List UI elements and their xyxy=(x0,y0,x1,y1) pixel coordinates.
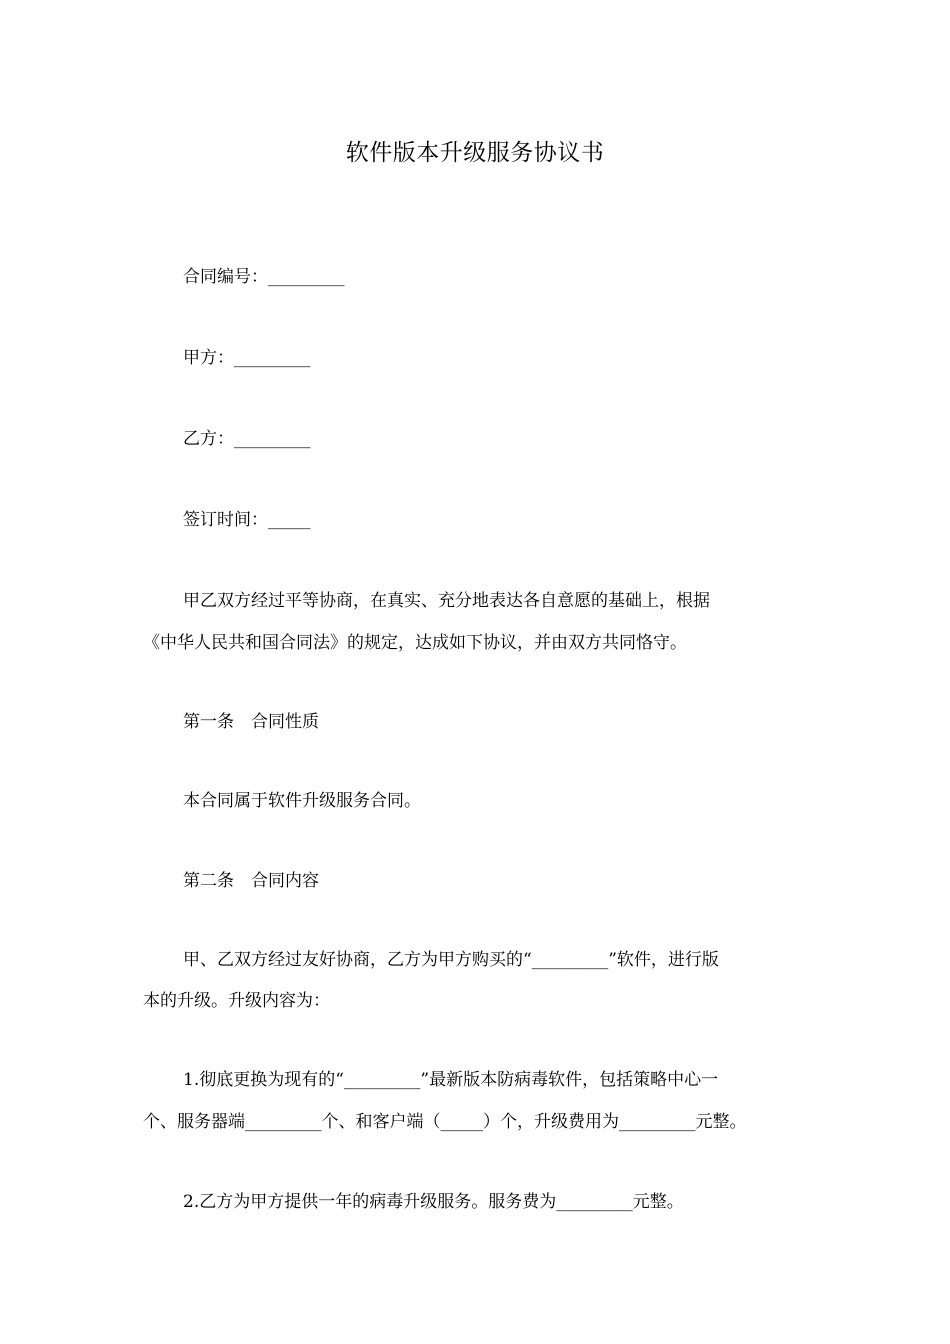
sign-date-line: 签订时间：_____ xyxy=(183,510,311,530)
article-1-body: 本合同属于软件升级服务合同。 xyxy=(183,791,421,811)
document-title: 软件版本升级服务协议书 xyxy=(345,140,605,166)
article-2-body-line-1: 甲、乙双方经过友好协商，乙方为甲方购买的“_________”软件，进行版 xyxy=(183,950,719,970)
party-a-line: 甲方：_________ xyxy=(183,348,311,368)
party-b-line: 乙方：_________ xyxy=(183,429,311,449)
preamble-line-2: 《中华人民共和国合同法》的规定，达成如下协议，并由双方共同恪守。 xyxy=(143,633,687,653)
contract-number-line: 合同编号：_________ xyxy=(183,267,345,287)
article-2-heading: 第二条 合同内容 xyxy=(183,871,319,891)
item-1-line-2: 个、服务器端_________个、和客户端（_____）个，升级费用为_________元整。 xyxy=(143,1112,747,1132)
article-2-body-line-2: 本的升级。升级内容为： xyxy=(143,991,330,1011)
item-1-line-1: 1.彻底更换为现有的“_________”最新版本防病毒软件，包括策略中心一 xyxy=(183,1070,719,1090)
preamble-line-1: 甲乙双方经过平等协商，在真实、充分地表达各自意愿的基础上，根据 xyxy=(183,591,710,611)
item-2-line: 2.乙方为甲方提供一年的病毒升级服务。服务费为_________元整。 xyxy=(183,1192,684,1212)
article-1-heading: 第一条 合同性质 xyxy=(183,712,319,732)
